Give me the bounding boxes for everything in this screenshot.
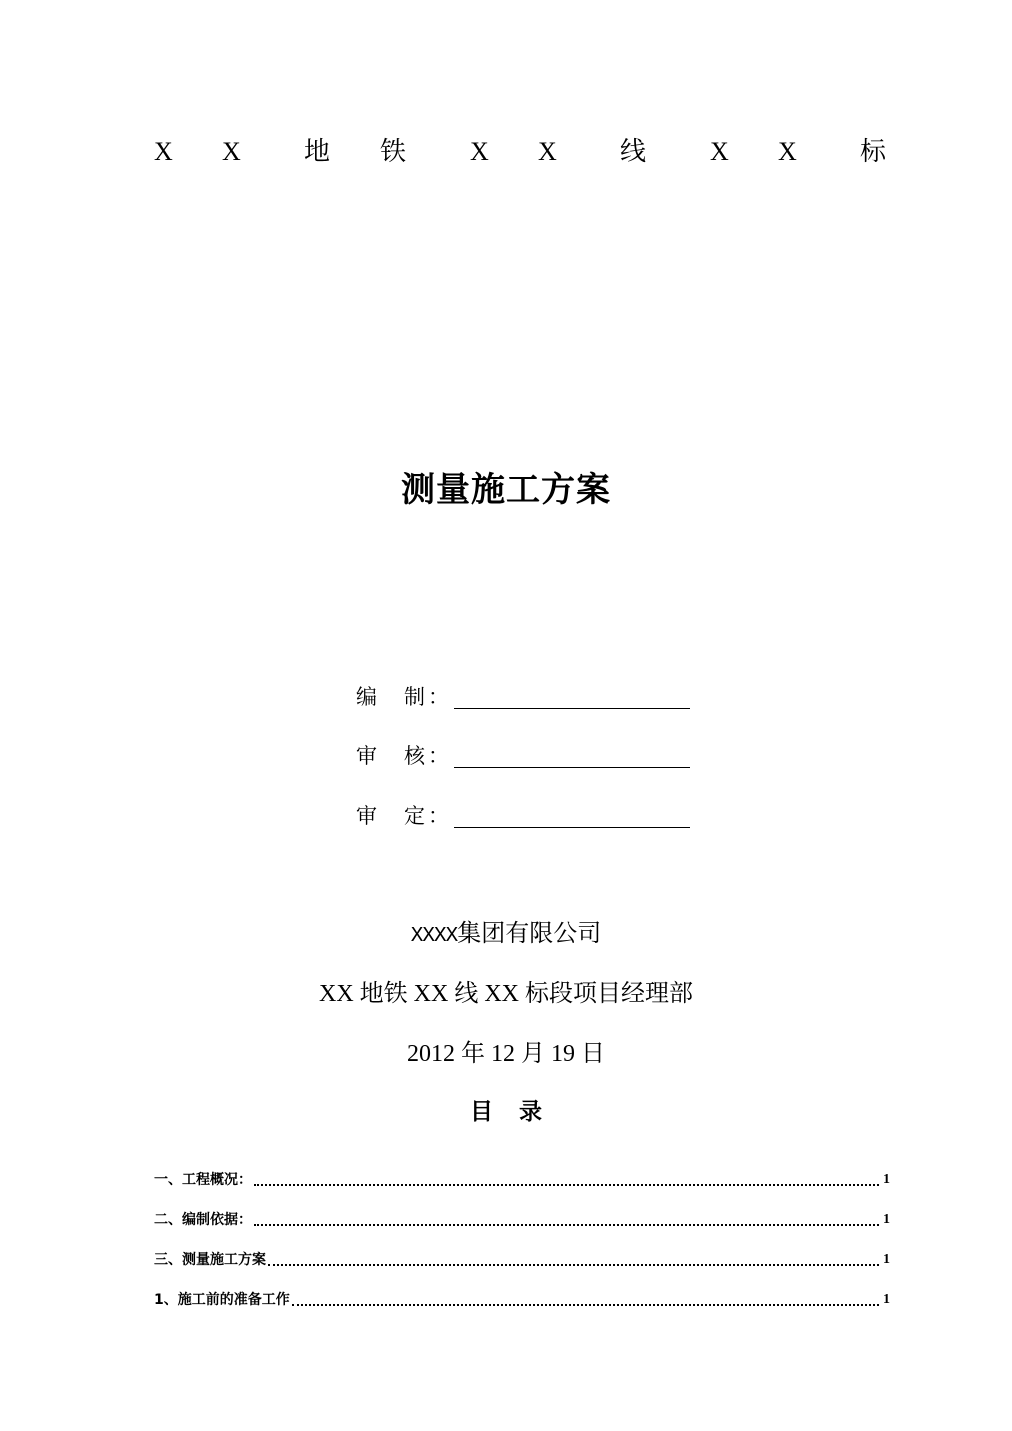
header-char: X	[470, 137, 489, 166]
toc-page-number: 1	[883, 1292, 890, 1307]
toc-entry-text: 二、编制依据：	[154, 1212, 252, 1228]
signature-blank-line	[454, 767, 690, 768]
toc-list	[154, 1150, 890, 1310]
header-char: 地	[304, 137, 331, 166]
header-char: 铁	[380, 137, 407, 166]
header-char: 线	[620, 137, 647, 166]
toc-entry-text: 1、施工前的准备工作	[154, 1292, 290, 1308]
signature-row-approve: 审 定 ：	[356, 801, 696, 831]
toc-entry-text: 一、工程概况：	[154, 1172, 252, 1188]
header-char: X	[222, 137, 241, 166]
document-date: 2012 年 12 月 19 日	[407, 1041, 605, 1067]
signature-blank-line	[454, 827, 690, 828]
toc-entry-text: 三、测量施工方案	[154, 1252, 266, 1268]
toc-entry[interactable]	[154, 1190, 890, 1230]
header-char: X	[778, 137, 797, 166]
toc-leader-dots	[268, 1252, 879, 1266]
document-title: 测量施工方案	[401, 470, 611, 510]
department-name: XX 地铁 XX 线 XX 标段项目经理部	[319, 981, 693, 1007]
toc-entry[interactable]	[154, 1270, 890, 1310]
header-char: X	[538, 137, 557, 166]
toc-page-number: 1	[883, 1212, 890, 1227]
toc-entry[interactable]	[154, 1150, 890, 1190]
toc-title: 目 录	[470, 1099, 542, 1125]
header-char: 标	[860, 137, 887, 166]
company-name: XXXX集团有限公司	[410, 921, 602, 948]
signature-row-compile: 编 制 ：	[356, 682, 696, 712]
toc-leader-dots	[254, 1212, 879, 1226]
toc-page-number: 1	[883, 1172, 890, 1187]
header-line	[150, 132, 890, 172]
signature-blank-line	[454, 708, 690, 709]
header-char: X	[154, 137, 173, 166]
toc-entry[interactable]	[154, 1230, 890, 1270]
header-char: X	[710, 137, 729, 166]
toc-leader-dots	[292, 1292, 879, 1306]
toc-leader-dots	[254, 1172, 879, 1186]
signature-row-review: 审 核 ：	[356, 741, 696, 771]
toc-page-number: 1	[883, 1252, 890, 1267]
